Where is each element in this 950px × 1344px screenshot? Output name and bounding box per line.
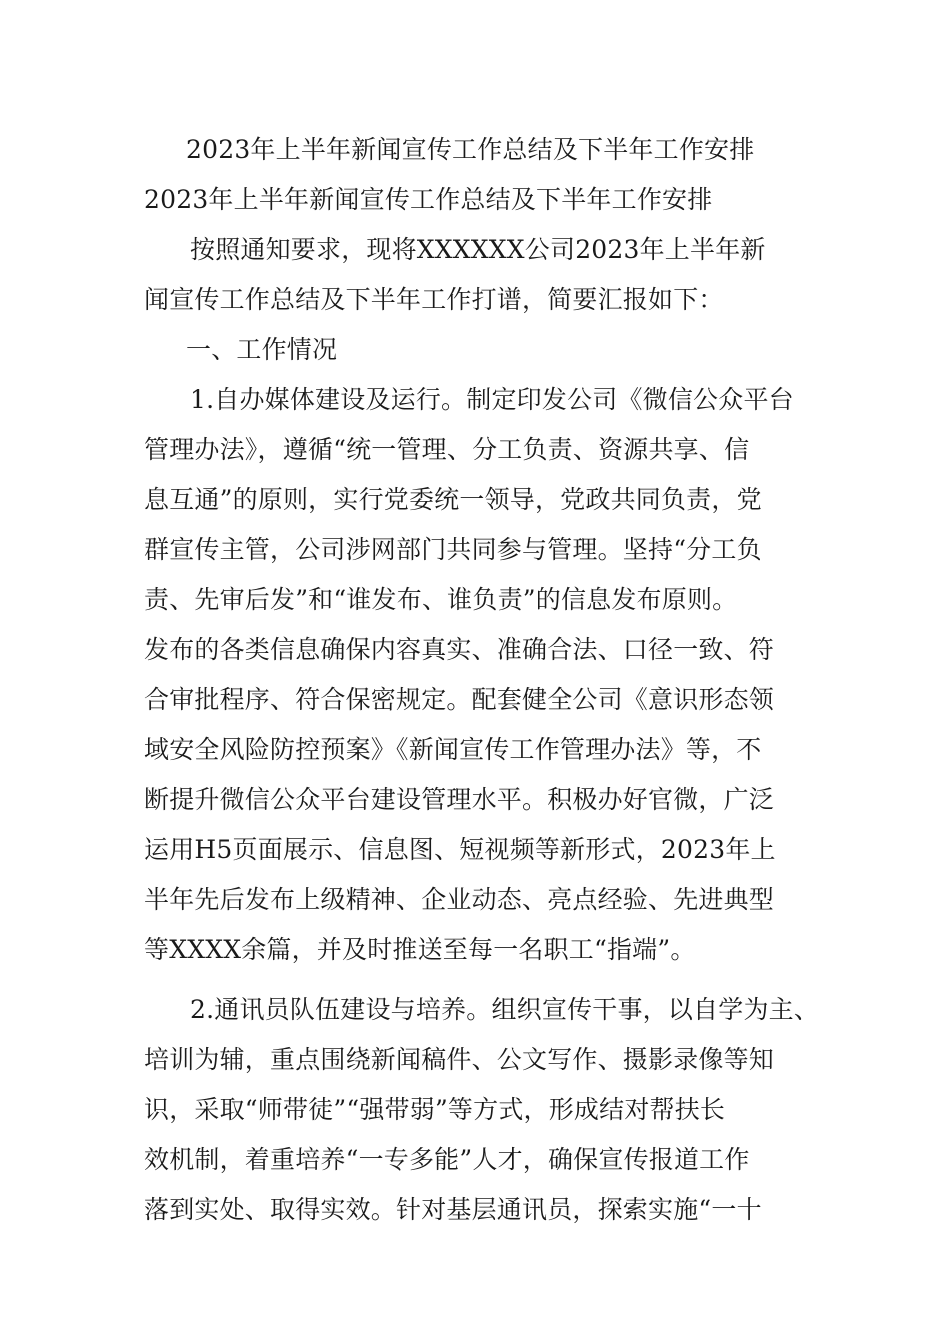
paragraph-line: 合审批程序、符合保密规定。配套健全公司《意识形态领 [144, 685, 775, 714]
paragraph-line: 培训为辅，重点围绕新闻稿件、公文写作、摄影录像等知 [144, 1045, 775, 1074]
paragraph-line: 发布的各类信息确保内容真实、准确合法、口径一致、符 [144, 635, 775, 664]
paragraph-line: 息互通”的原则，实行党委统一领导，党政共同负责，党 [144, 485, 762, 514]
paragraph-line: 1.自办媒体建设及运行。制定印发公司《微信公众平台 [190, 385, 794, 414]
paragraph-line: 管理办法》，遵循“统一管理、分工负责、资源共享、信 [144, 435, 750, 464]
paragraph-line: 半年先后发布上级精神、企业动态、亮点经验、先进典型 [144, 885, 775, 914]
paragraph-line: 识，采取“师带徒”“强带弱”等方式，形成结对帮扶长 [144, 1095, 726, 1124]
paragraph-line: 效机制，着重培养“一专多能”人才，确保宣传报道工作 [144, 1145, 750, 1174]
paragraph-line: 2.通讯员队伍建设与培养。组织宣传干事，以自学为主、 [190, 995, 820, 1024]
paragraph-line: 运用H5页面展示、信息图、短视频等新形式，2023年上 [144, 835, 776, 864]
document-title-repeat: 2023年上半年新闻宣传工作总结及下半年工作安排 [144, 185, 713, 214]
intro-line: 闻宣传工作总结及下半年工作打谱，简要汇报如下： [144, 285, 724, 314]
section-heading: 一、工作情况 [186, 335, 338, 364]
paragraph-line: 断提升微信公众平台建设管理水平。积极办好官微，广泛 [144, 785, 775, 814]
paragraph-line: 群宣传主管，公司涉网部门共同参与管理。坚持“分工负 [144, 535, 762, 564]
document-title: 2023年上半年新闻宣传工作总结及下半年工作安排 [186, 135, 755, 164]
paragraph-line: 落到实处、取得实效。针对基层通讯员，探索实施“一十 [144, 1195, 762, 1224]
intro-line: 按照通知要求，现将XXXXXX公司2023年上半年新 [190, 235, 766, 264]
paragraph-line: 域安全风险防控预案》《新闻宣传工作管理办法》等，不 [144, 735, 762, 764]
paragraph-line: 等XXXX余篇，并及时推送至每一名职工“指端”。 [144, 935, 696, 964]
paragraph-line: 责、先审后发”和“谁发布、谁负责”的信息发布原则。 [144, 585, 738, 614]
